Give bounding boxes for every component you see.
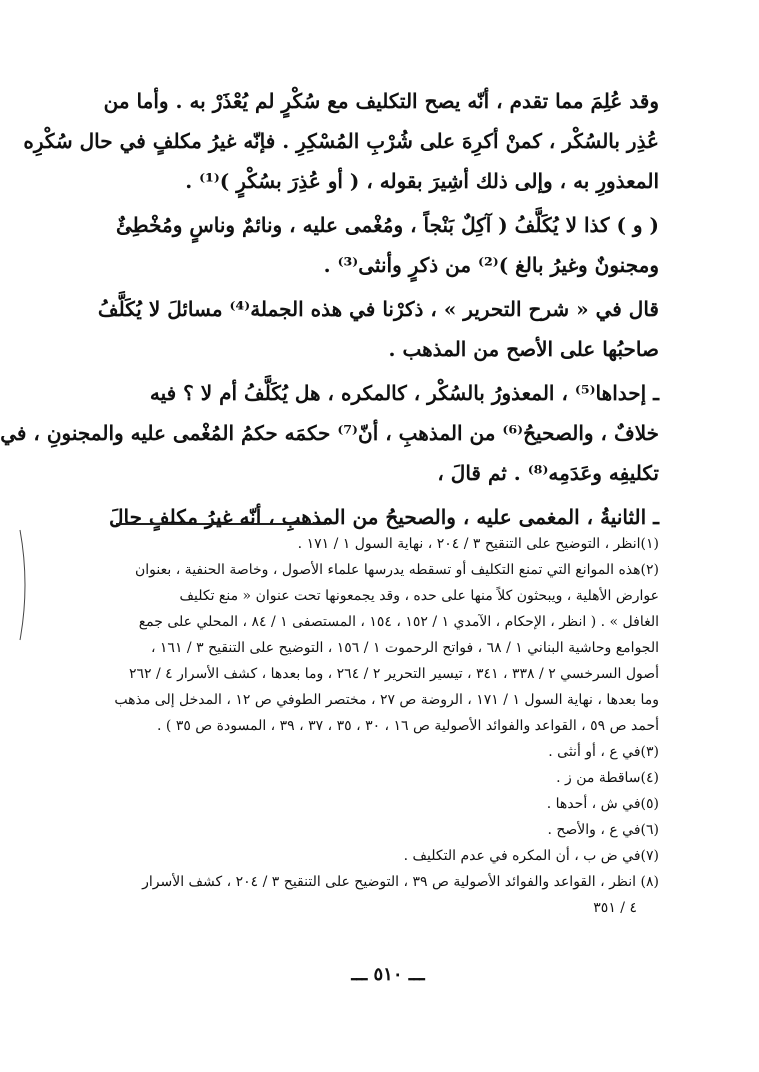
footnote: (٦)في ع ، والأصح . (547, 822, 659, 838)
text-line: ومجنونٌ وغيرُ بالغ )⁽²⁾ من ذكرٍ وأنثى⁽³⁾ . (323, 253, 659, 277)
footnote-separator (116, 523, 326, 525)
text-line: المعذورِ به ، وإلى ذلك أشِيرَ بقوله ، ( أو عُذِرَ بسُكْرٍ )⁽¹⁾ . (185, 169, 659, 193)
footnote-continuation: الغافل » . ( انظر ، الإحكام ، الآمدي ١ / ١٥٢ ، ١٥٤ ، المستصفى ١ / ٨٤ ، المحلي على جمع (138, 614, 659, 630)
text-line: وقد عُلِمَ مما تقدم ، أنّه يصح التكليف مع سُكْرٍ لم يُعْذَرْ به . وأما من (103, 89, 659, 113)
text-line: عُذِر بالسُكْر ، كمنْ أكرِهَ على شُرْبِ المُسْكِرِ . فإنّه غيرُ مكلفٍ في حال سُكْرِه (23, 129, 659, 153)
text-line: ـ الثانيةُ ، المغمى عليه ، والصحيحُ من المذهبِ ، أنّه غيرُ مكلفٍ حالَ (108, 505, 659, 529)
text-line: تكليفِه وعَدَمِه⁽⁸⁾ . ثم قالَ ، (437, 461, 659, 485)
text-line: ـ إحداها⁽⁵⁾ ، المعذورُ بالسُكْر ، كالمكره ، هل يُكَلَّفُ أم لا ؟ فيه (149, 381, 659, 405)
main-text (0, 88, 659, 544)
text-line: صاحبُها على الأصح من المذهب . (388, 337, 659, 361)
footnote-continuation: ٤ / ٣٥١ (593, 900, 637, 916)
footnote: (١)انظر ، التوضيح على التنقيح ٣ / ٢٠٤ ، نهاية السول ١ / ١٧١ . (297, 536, 659, 552)
footnote: (٥)في ش ، أحدها . (546, 796, 659, 812)
footnote-continuation: أصول السرخسي ٢ / ٣٣٨ ، ٣٤١ ، تيسير التحرير ٢ / ٢٦٤ ، وما بعدها ، كشف الأسرار ٤ / ٢٦٢ (128, 666, 659, 682)
footnote: (٣)في ع ، أو أنثى . (548, 744, 659, 760)
page-number: ـــ ٥١٠ ـــ (351, 964, 425, 985)
text-line: قال في « شرح التحرير » ، ذكرْنا في هذه الجملة⁽⁴⁾ مسائلَ لا يُكَلَّفُ (97, 297, 659, 321)
footnote: (٢)هذه الموانع التي تمنع التكليف أو تسقطه يدرسها علماء الأصول ، وخاصة الحنفية ، بعنوان (134, 562, 659, 578)
footnote: (٤)ساقطة من ز . (556, 770, 659, 786)
footnote: (٧)في ض ب ، أن المكره في عدم التكليف . (403, 848, 659, 864)
footnote-continuation: الجوامع وحاشية البناني ١ / ٦٨ ، فواتح الرحموت ١ / ١٥٦ ، التوضيح على التنقيح ٣ / ١٦١ ، (150, 640, 659, 656)
text-line: ( و ) كذا لا يُكَلَّفُ ( آكِلٌ بَنْجاً ، ومُغْمى عليه ، ونائمٌ وناسٍ ومُخْطِئٌ (116, 213, 659, 237)
footnote-continuation: أحمد ص ٥٩ ، القواعد والفوائد الأصولية ص ١٦ ، ٣٠ ، ٣٥ ، ٣٧ ، ٣٩ ، المسودة ص ٣٥ ) . (157, 718, 659, 734)
footnote-continuation: وما بعدها ، نهاية السول ١ / ١٧١ ، الروضة ص ٢٧ ، مختصر الطوفي ص ١٢ ، المدخل إلى مذهب (114, 692, 659, 708)
footnotes (90, 534, 659, 924)
page-edge-curve (18, 530, 32, 640)
footnote: (٨) انظر ، القواعد والفوائد الأصولية ص ٣٩ ، التوضيح على التنقيح ٣ / ٢٠٤ ، كشف الأسرار (142, 874, 659, 890)
footnote-continuation: عوارض الأهلية ، ويبحثون كلاً منها على حده ، وقد يجمعونها تحت عنوان « منع تكليف (179, 588, 659, 604)
text-line: خلافٌ ، والصحيحُ⁽⁶⁾ من المذهبِ ، أنّ⁽⁷⁾ حكمَه حكمُ المُغْمى عليه والمجنونِ ، في (0, 421, 659, 445)
